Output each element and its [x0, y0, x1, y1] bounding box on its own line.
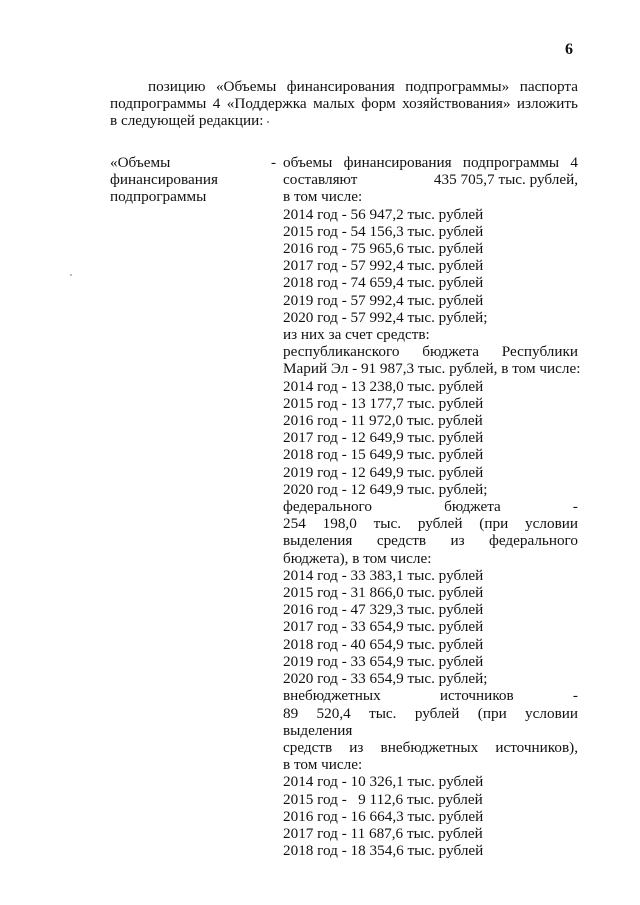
total-amount: 435 705,7 тыс. рублей,	[433, 171, 578, 189]
year-amount-line: 2020 год - 57 992,4 тыс. рублей;	[283, 308, 488, 326]
federal-line: федерального бюджета -	[283, 498, 578, 516]
intro-line: подпрограммы 4 «Поддержка малых форм хозяйствования» изложить	[110, 95, 578, 113]
intro-paragraph	[110, 78, 578, 130]
total-label: составляют	[283, 171, 358, 189]
year-amount-line: 2017 год - 12 649,9 тыс. рублей	[283, 429, 484, 447]
year-amount-line: 2018 год - 18 354,6 тыс. рублей	[283, 842, 484, 860]
year-amount-line: 2019 год - 57 992,4 тыс. рублей	[283, 291, 484, 309]
separator-dash: -	[271, 154, 277, 171]
year-amount-line: 2018 год - 74 659,4 тыс. рублей	[283, 274, 484, 292]
extrabudget-line: средств из внебюджетных источников),	[283, 738, 578, 756]
year-amount-line: 2020 год - 12 649,9 тыс. рублей;	[283, 480, 488, 498]
extrabudget-line: в том числе:	[283, 756, 363, 774]
federal-line: бюджета), в том числе:	[283, 549, 432, 567]
page-number: 6	[565, 41, 573, 58]
republic-years-list	[283, 378, 578, 498]
year-amount-line: 2014 год - 33 383,1 тыс. рублей	[283, 566, 484, 584]
republic-line: республиканского бюджета Республики	[283, 343, 578, 361]
year-amount-line: 2017 год - 11 687,6 тыс. рублей	[283, 824, 483, 842]
year-amount-line: 2017 год - 33 654,9 тыс. рублей	[283, 618, 484, 636]
year-amount-line: 2016 год - 16 664,3 тыс. рублей	[283, 807, 484, 825]
year-amount-line: 2016 год - 47 329,3 тыс. рублей	[283, 601, 484, 619]
intro-line: в следующей редакции:	[110, 112, 264, 130]
incl-line: в том числе:	[283, 188, 363, 206]
funding-label	[110, 154, 260, 206]
year-amount-line: 2015 год - 9 112,6 тыс. рублей	[283, 790, 483, 808]
year-amount-line: 2018 год - 15 649,9 тыс. рублей	[283, 446, 484, 464]
label-line: подпрограммы	[110, 188, 207, 206]
year-amount-line: 2016 год - 11 972,0 тыс. рублей	[283, 412, 483, 430]
scan-speck	[267, 121, 269, 123]
extrabudget-line: 89 520,4 тыс. рублей (при условии выделения	[283, 704, 578, 739]
year-amount-line: 2016 год - 75 965,6 тыс. рублей	[283, 240, 484, 258]
intro-line: позицию «Объемы финансирования подпрограммы» паспорта	[148, 78, 578, 95]
federal-line: 254 198,0 тыс. рублей (при условии	[283, 515, 578, 533]
year-amount-line: 2017 год - 57 992,4 тыс. рублей	[283, 257, 484, 275]
year-amount-line: 2018 год - 40 654,9 тыс. рублей	[283, 635, 484, 653]
extrabudget-years-list	[283, 773, 578, 859]
year-amount-line: 2014 год - 10 326,1 тыс. рублей	[283, 773, 484, 791]
year-amount-line: 2015 год - 31 866,0 тыс. рублей	[283, 584, 484, 602]
year-amount-line: 2019 год - 33 654,9 тыс. рублей	[283, 652, 484, 670]
federal-years-list	[283, 567, 578, 687]
funding-details	[283, 154, 581, 860]
total-amount-row	[283, 171, 578, 188]
total-years-list	[283, 206, 578, 326]
label-line: финансирования	[110, 171, 218, 189]
total-line: объемы финансирования подпрограммы 4	[283, 154, 578, 171]
republic-line: Марий Эл - 91 987,3 тыс. рублей, в том числе:	[283, 360, 581, 378]
year-amount-line: 2015 год - 13 177,7 тыс. рублей	[283, 394, 484, 412]
year-amount-line: 2019 год - 12 649,9 тыс. рублей	[283, 463, 484, 481]
year-amount-line: 2014 год - 13 238,0 тыс. рублей	[283, 377, 484, 395]
of-them-line: из них за счет средств:	[283, 326, 430, 344]
extrabudget-line: внебюджетных источников -	[283, 687, 578, 705]
label-line: «Объемы	[110, 154, 171, 171]
scan-speck	[70, 274, 72, 276]
year-amount-line: 2015 год - 54 156,3 тыс. рублей	[283, 222, 484, 240]
year-amount-line: 2020 год - 33 654,9 тыс. рублей;	[283, 670, 488, 688]
year-amount-line: 2014 год - 56 947,2 тыс. рублей	[283, 205, 484, 223]
federal-line: выделения средств из федерального	[283, 532, 578, 550]
